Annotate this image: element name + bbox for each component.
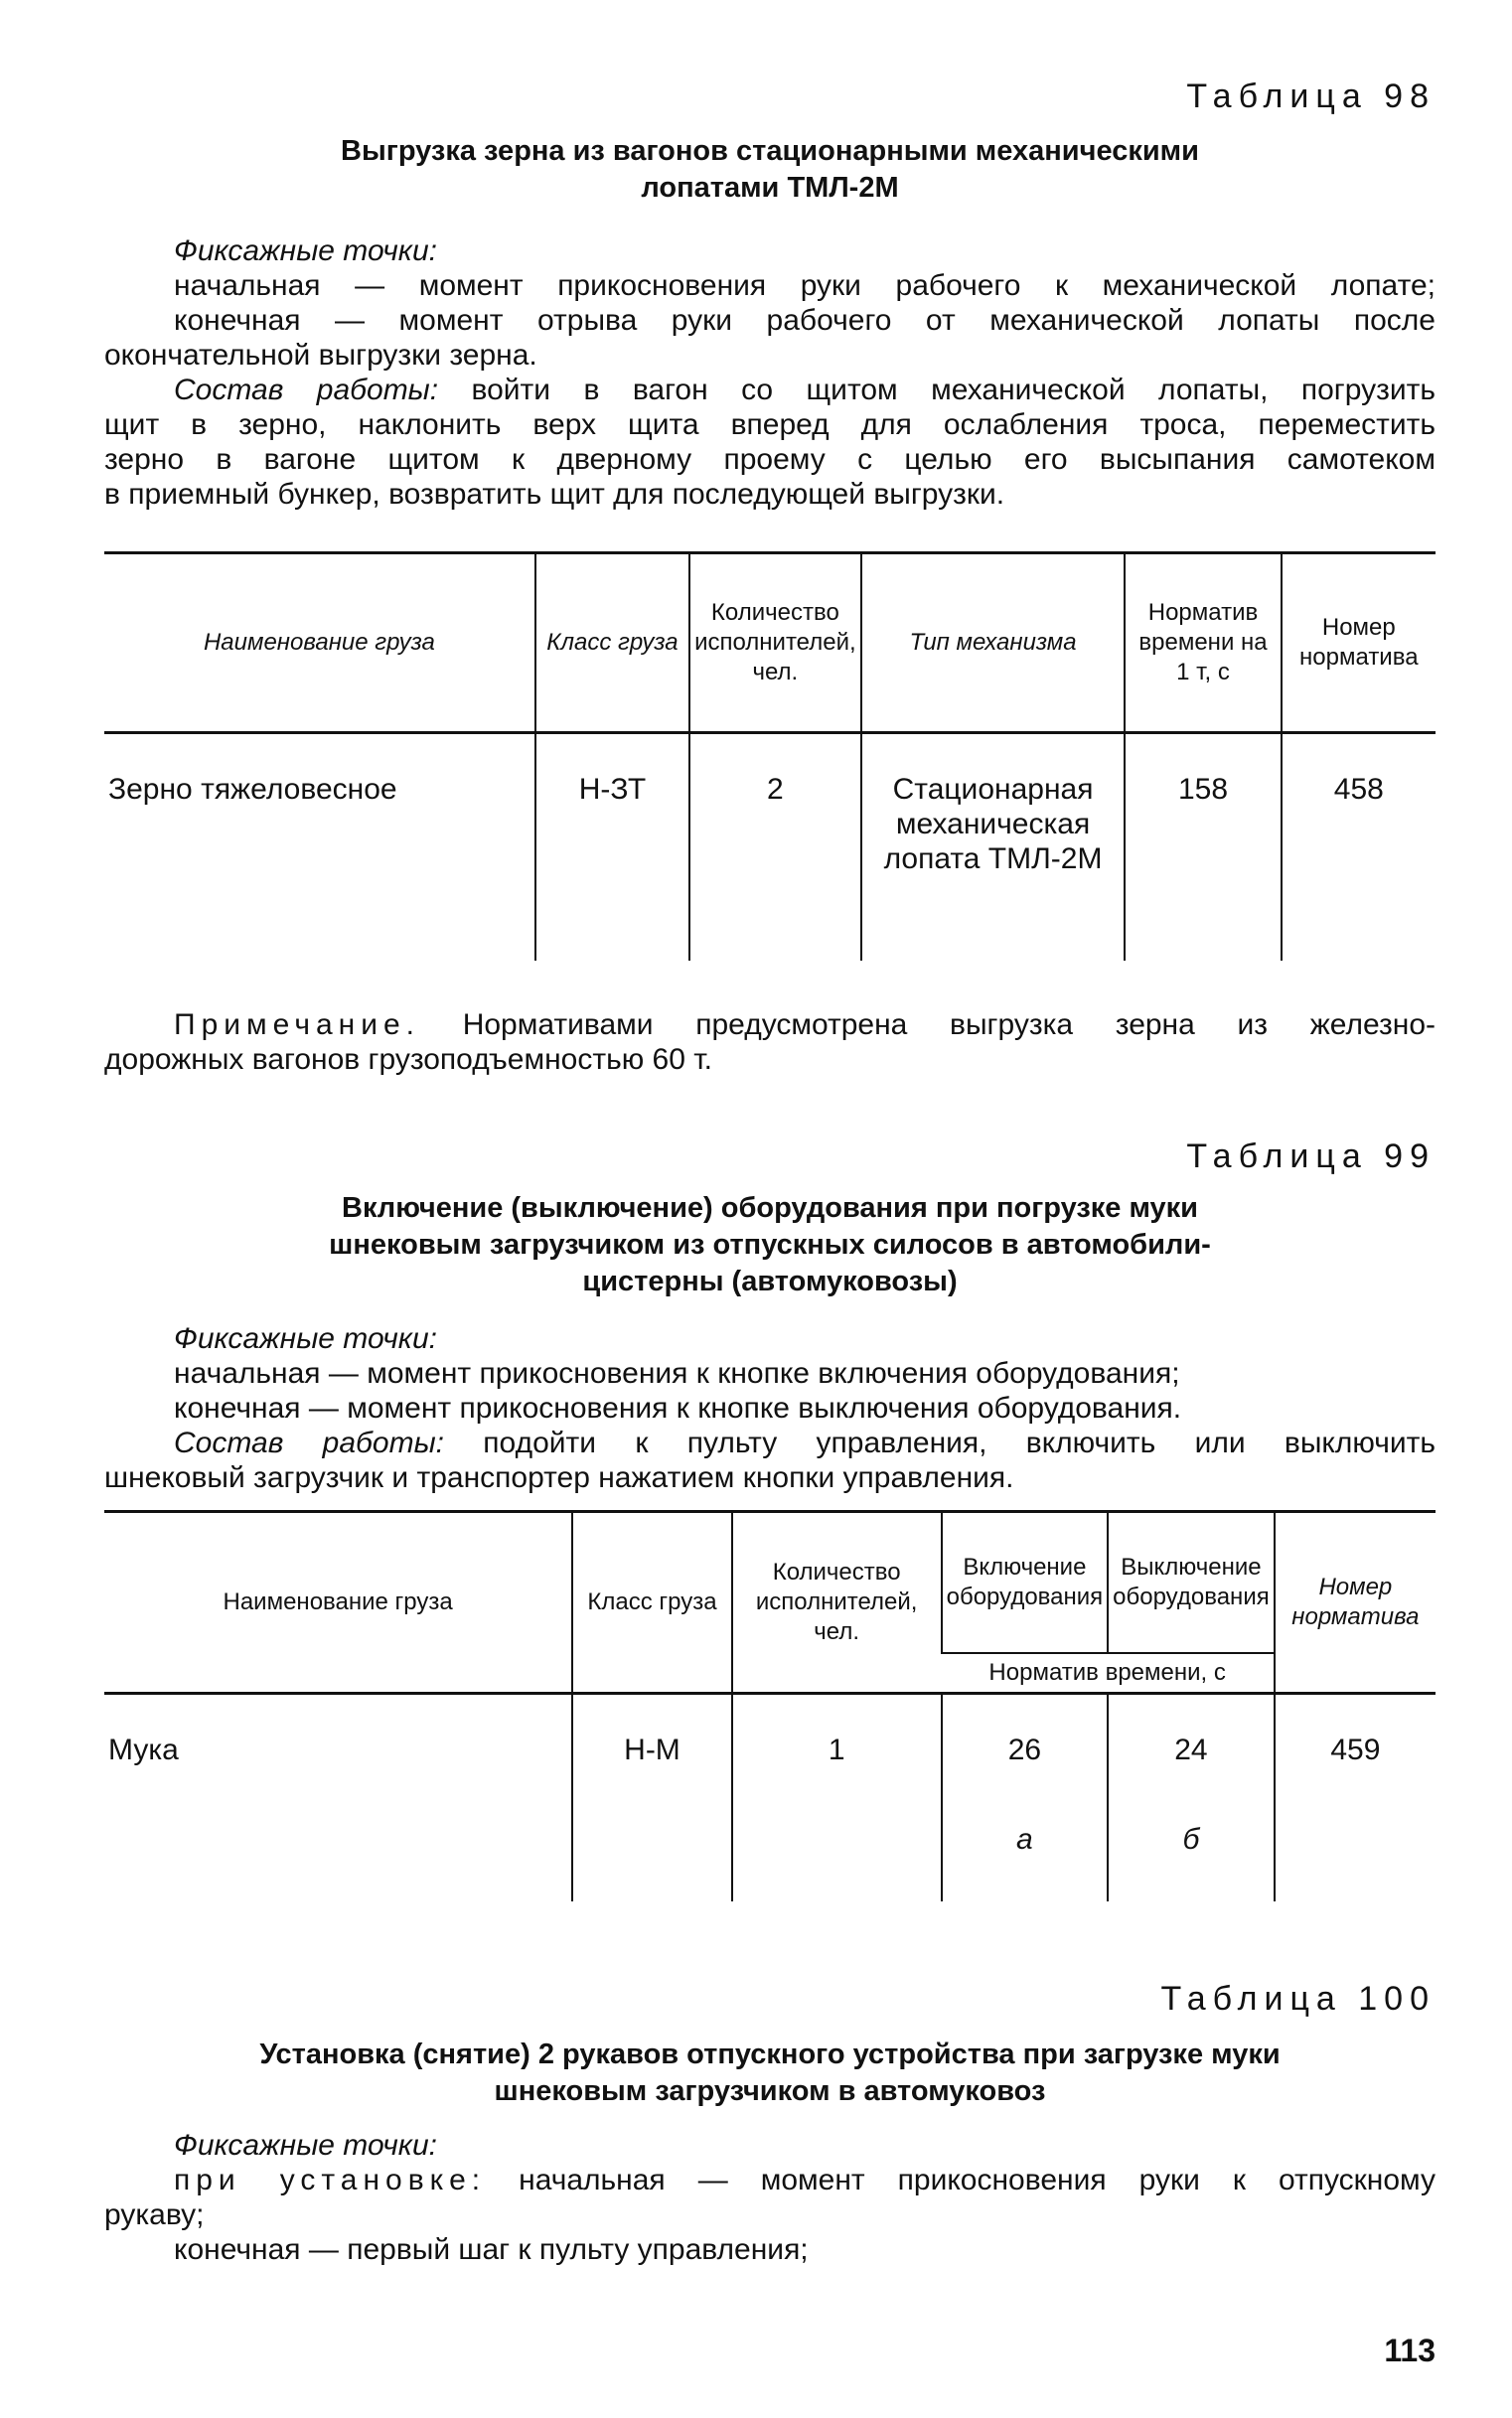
fix-point-line: начальная — момент прикосновения руки рабочего к механической лопате; (174, 269, 1436, 302)
note-line: дорожных вагонов грузоподъемностью 60 т. (104, 1043, 713, 1076)
table-99-fix-points (104, 1321, 1436, 1495)
cell-number: 458 (1282, 733, 1436, 962)
composition-text: подойти к пульту управления, включить или выключить (483, 1427, 1436, 1459)
switch-on-value: 26 (1007, 1734, 1042, 1766)
fix-points-label: Фиксажные точки: (174, 2129, 437, 2162)
header-switch-on: Включение оборудования (942, 1512, 1109, 1654)
cell-norm: 158 (1125, 733, 1281, 962)
note-text: Нормативами предусмотрена выгрузка зерна из железно- (462, 1008, 1436, 1041)
composition-label: Состав работы: (174, 374, 439, 406)
cell-count: 1 (732, 1694, 942, 1902)
table-99-title-line: шнековым загрузчиком из отпускных силосов в автомобили- (329, 1229, 1211, 1261)
cell-name: Зерно тяжеловесное (108, 773, 397, 806)
header-norm: Норматив времени на 1 т, с (1125, 553, 1281, 733)
column-letter: а (1016, 1823, 1033, 1856)
composition-line: зерно в вагоне щитом к дверному проему с целью его высыпания самотеком (104, 443, 1436, 476)
header-mechanism: Тип механизма (861, 553, 1126, 733)
table-98-title-line: лопатами ТМЛ-2М (641, 172, 899, 204)
header-class: Класс груза (572, 1512, 731, 1694)
cell-switch-off (1108, 1694, 1275, 1902)
header-name: Наименование груза (104, 553, 535, 733)
cell-mechanism: Стационарная механическая лопата ТМЛ-2М (861, 733, 1126, 962)
table-99 (104, 1510, 1436, 1901)
header-switch-off: Выключение оборудования (1108, 1512, 1275, 1654)
install-line: конечная — первый шаг к пульту управления; (174, 2233, 809, 2266)
composition-line: в приемный бункер, возвратить щит для последующей выгрузки. (104, 478, 1005, 511)
page-number: 113 (1384, 2333, 1436, 2368)
note-label: Примечание. (174, 1008, 420, 1041)
fix-point-line: конечная — момент отрыва руки рабочего от механической лопаты после (174, 304, 1436, 337)
table-99-title-line: цистерны (автомуковозы) (582, 1266, 958, 1297)
table-100-label: Таблица 100 (1160, 1980, 1436, 2018)
table-98-note (104, 1007, 1436, 1077)
header-name: Наименование груза (104, 1512, 572, 1694)
column-letter: б (1182, 1823, 1200, 1856)
table-100-fix-points (104, 2128, 1436, 2267)
table-row (104, 1694, 1436, 1902)
table-row (104, 733, 1436, 962)
composition-text: войти в вагон со щитом механической лопаты, погрузить (471, 374, 1436, 406)
table-100-title (104, 2037, 1436, 2110)
switch-off-value: 24 (1174, 1734, 1208, 1766)
cell-count: 2 (689, 733, 861, 962)
header-class: Класс груза (535, 553, 689, 733)
table-98 (104, 551, 1436, 961)
composition-line (104, 1426, 1436, 1460)
install-line: рукаву; (104, 2198, 205, 2231)
table-98-label: Таблица 98 (1186, 77, 1436, 115)
fix-points-label: Фиксажные точки: (174, 234, 437, 267)
header-norm: Норматив времени, с (942, 1653, 1275, 1694)
table-99-label: Таблица 99 (1186, 1137, 1436, 1175)
table-100-title-line: шнековым загрузчиком в автомуковоз (494, 2075, 1046, 2107)
fix-point-line: окончательной выгрузки зерна. (104, 339, 537, 372)
install-line (104, 2163, 1436, 2197)
composition-line (104, 373, 1436, 407)
note-line (104, 1007, 1436, 1042)
header-number: Номер норматива (1275, 1512, 1436, 1694)
fix-point-line: начальная — момент прикосновения к кнопке включения оборудования; (174, 1357, 1180, 1390)
header-count: Количество исполнителей, чел. (689, 553, 861, 733)
table-98-fix-points (104, 233, 1436, 512)
cell-class: Н-ЗТ (535, 733, 689, 962)
install-label: при установке: (174, 2164, 487, 2196)
cell-name: Мука (108, 1734, 179, 1766)
composition-line: щит в зерно, наклонить верх щита вперед для ослабления троса, переместить (104, 408, 1436, 441)
header-number: Номер норматива (1282, 553, 1436, 733)
composition-line: шнековый загрузчик и транспортер нажатием кнопки управления. (104, 1461, 1014, 1494)
header-count: Количество исполнителей, чел. (732, 1512, 942, 1694)
table-98-title (104, 133, 1436, 207)
fix-point-line: конечная — момент прикосновения к кнопке выключения оборудования. (174, 1392, 1182, 1425)
cell-number: 459 (1275, 1694, 1436, 1902)
fix-points-label: Фиксажные точки: (174, 1322, 437, 1355)
table-99-title-line: Включение (выключение) оборудования при погрузке муки (342, 1192, 1198, 1224)
table-98-title-line: Выгрузка зерна из вагонов стационарными механическими (341, 135, 1199, 167)
cell-class: Н-М (572, 1694, 731, 1902)
table-100-title-line: Установка (снятие) 2 рукавов отпускного устройства при загрузке муки (259, 2039, 1281, 2070)
composition-label: Состав работы: (174, 1427, 444, 1459)
cell-switch-on (942, 1694, 1109, 1902)
table-99-title (104, 1190, 1436, 1300)
install-text: начальная — момент прикосновения руки к отпускному (519, 2164, 1436, 2196)
